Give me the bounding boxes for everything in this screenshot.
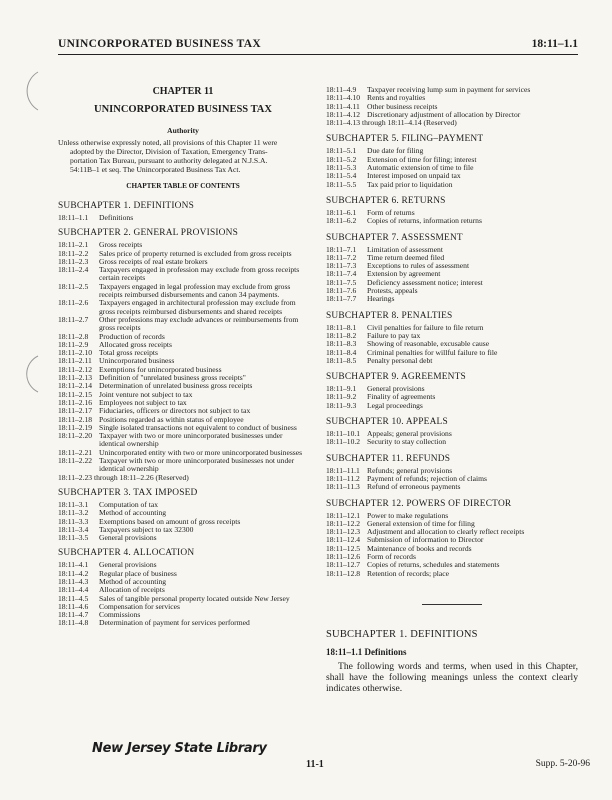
supplement-date: Supp. 5-20-96 <box>535 759 590 769</box>
toc-entry-title: Determination of unrelated business gross receipts <box>99 381 253 391</box>
toc-entry-title: Refunds; general provisions <box>367 465 453 475</box>
toc-entry-number: 18:11–8.3 <box>326 339 357 349</box>
toc-entry <box>326 357 578 365</box>
toc-entry-title: Limitation of assessment <box>367 244 443 254</box>
toc-entry-number: 18:11–12.6 <box>326 551 361 561</box>
subchapter-heading: SUBCHAPTER 5. FILING–PAYMENT <box>326 134 484 145</box>
toc-entry-title: Taxpayers subject to tax 32300 <box>99 524 194 534</box>
authority-text <box>58 138 308 174</box>
subchapter-heading: SUBCHAPTER 6. RETURNS <box>326 195 446 206</box>
subchapter-heading: SUBCHAPTER 7. ASSESSMENT <box>326 232 463 243</box>
toc-entry-number: 18:11–2.4 <box>58 265 89 275</box>
toc-entry <box>58 619 308 627</box>
binder-hole-bottom <box>27 356 38 392</box>
toc-entry <box>58 526 308 534</box>
authority-heading: Authority <box>167 126 199 135</box>
toc-entry <box>58 603 308 611</box>
subchapter-heading: SUBCHAPTER 4. ALLOCATION <box>58 548 195 559</box>
toc-entry-number: 18:11–7.7 <box>326 294 357 304</box>
toc-entry-number: 18:11–2.22 <box>58 456 93 466</box>
toc-entry-title: Allocated gross receipts <box>99 339 172 349</box>
binder-holes <box>0 0 40 800</box>
toc-entry-title: Taxpayer with two or more unincorporated businesses under identical ownership <box>99 431 283 449</box>
toc-entry <box>58 561 308 569</box>
toc-entry-number: 18:11–6.1 <box>326 207 357 217</box>
toc-entry <box>58 534 308 542</box>
toc-entry-number: 18:11–8.1 <box>326 322 357 332</box>
toc-entry <box>326 119 578 127</box>
toc-entry-number: 18:11–4.7 <box>58 610 89 620</box>
toc-entry-title: Other professions may exclude advances or reimbursements from gross receipts <box>99 314 299 333</box>
toc-entry-title: Joint venture not subject to tax <box>99 389 193 399</box>
toc-entry-number: 18:11–2.13 <box>58 373 93 383</box>
toc-entry-number: 18:11–2.15 <box>58 389 93 399</box>
toc-entry-title: Exceptions to rules of assessment <box>367 261 470 271</box>
binder-hole-top <box>27 72 38 110</box>
authority-line: portation Tax Bureau, pursuant to authority delegated at N.J.S.A. <box>70 156 268 165</box>
authority-line: 54:11B–1 et seq. The Unincorporated Business Tax Act. <box>70 165 241 174</box>
toc-entry-number: 18:11–5.1 <box>326 146 357 156</box>
toc-entry-number: 18:11–8.2 <box>326 330 357 340</box>
toc-entry <box>326 324 578 332</box>
toc-entry-title: Taxpayers engaged in legal profession may exclude from gross receipts reimbursed disbursements and canon 34 payments. <box>99 281 291 300</box>
toc-entry-title: Showing of reasonable, excusable cause <box>367 339 490 349</box>
toc-entry-number: 18:11–6.2 <box>326 216 357 226</box>
toc-entry-number: 18:11–2.21 <box>58 447 93 457</box>
toc-entry-number: 18:11–12.2 <box>326 518 361 528</box>
subchapter-heading: SUBCHAPTER 10. APPEALS <box>326 417 448 428</box>
toc-entry-number: 18:11–12.7 <box>326 560 361 570</box>
toc-entry-title: Taxpayers engaged in architectural profession may exclude from gross receipts reimbursed disbursements and shared receipts <box>99 298 296 316</box>
toc-entry <box>58 283 308 300</box>
toc-entry-number: 18:11–12.8 <box>326 568 361 578</box>
toc-entry <box>326 246 578 254</box>
header-section-number: 18:11–1.1 <box>531 38 578 50</box>
toc-entry-title: Definition of "unrelated business gross receipts" <box>99 373 246 383</box>
authority-line: adopted by the Director, Division of Taxation, Emergency Trans- <box>70 147 268 156</box>
left-column <box>58 86 308 628</box>
subchapter-heading: SUBCHAPTER 3. TAX IMPOSED <box>58 487 198 498</box>
toc-entry <box>58 595 308 603</box>
toc-entry-number: 18:11–7.4 <box>326 269 357 279</box>
subchapter-heading: SUBCHAPTER 11. REFUNDS <box>326 453 451 464</box>
toc-entry-title: Method of accounting <box>99 576 167 586</box>
toc-entry <box>326 385 578 393</box>
toc-entry-number: 18:11–3.1 <box>58 499 89 509</box>
toc-entry-title: Fiduciaries, officers or directors not subject to tax <box>99 406 251 416</box>
toc-entry-number: 18:11–3.5 <box>58 533 89 543</box>
toc-entry-title: Security to stay collection <box>367 437 447 447</box>
toc-heading: CHAPTER TABLE OF CONTENTS <box>126 182 240 190</box>
toc-continued-entries <box>326 86 578 127</box>
authority-line: Unless otherwise expressly noted, all provisions of this Chapter 11 were <box>58 138 278 147</box>
toc-entry-title: Finality of agreements <box>367 392 436 402</box>
toc-entry-number: 18:11–4.3 <box>58 576 89 586</box>
toc-entry-title: Unincorporated business <box>99 356 175 366</box>
toc-entry-number: 18:11–2.11 <box>58 356 92 366</box>
toc-entry-number: 18:11–12.5 <box>326 543 361 553</box>
toc-entry <box>326 438 578 446</box>
definitions-paragraph: The following words and terms, when used in this Chapter, shall have the following meanings unless the context clearly indicates otherwise. <box>326 660 578 694</box>
toc-entry-number: 18:11–2.2 <box>58 248 89 258</box>
toc-entry <box>326 86 578 94</box>
toc-entry <box>58 341 308 349</box>
toc-entry <box>326 545 578 553</box>
toc-entry-title: Positions regarded as within status of employee <box>99 414 244 424</box>
toc-entry-number: 18:11–10.1 <box>326 429 361 439</box>
toc-entry <box>58 570 308 578</box>
toc-entry-number: 18:11–2.12 <box>58 364 93 374</box>
toc-entry-title: Protests, appeals <box>367 286 418 296</box>
toc-entry <box>58 501 308 509</box>
toc-entry-number: 18:11–2.19 <box>58 422 93 432</box>
toc-right-sections <box>326 134 578 577</box>
toc-entry-title: Time return deemed filed <box>367 252 445 262</box>
right-column <box>326 86 578 694</box>
toc-entry-title: Extension by agreement <box>367 269 441 279</box>
toc-entry <box>326 402 578 410</box>
toc-entry-title: Sales of tangible personal property located outside New Jersey <box>99 593 290 603</box>
toc-entry-number: 18:11–2.7 <box>58 314 89 324</box>
toc-entry-title: 18:11–2.23 through 18:11–2.26 (Reserved) <box>58 472 189 482</box>
toc-entry-number: 18:11–10.2 <box>326 437 361 447</box>
toc-entry-title: Regular place of business <box>99 568 177 578</box>
toc-entry-title: Total gross receipts <box>99 348 158 358</box>
toc-entry <box>326 181 578 189</box>
toc-entry <box>326 430 578 438</box>
toc-entry <box>58 316 308 333</box>
definitions-subchapter-heading: SUBCHAPTER 1. DEFINITIONS <box>326 628 478 640</box>
toc-entry-number: 18:11–2.14 <box>58 381 93 391</box>
toc-entry-title: Single isolated transactions not equivalent to conduct of business <box>99 422 297 432</box>
toc-entry-title: 18:11–4.13 through 18:11–4.14 (Reserved) <box>326 118 457 128</box>
toc-entry-title: Other business receipts <box>367 101 438 111</box>
running-header <box>58 38 578 55</box>
toc-entry-title: Adjustment and allocation to clearly reflect receipts <box>367 527 525 537</box>
toc-entry <box>58 214 308 222</box>
toc-entry-title: Form of records <box>367 551 416 561</box>
toc-entry <box>326 287 578 295</box>
section-divider <box>422 604 482 605</box>
subchapter-heading: SUBCHAPTER 2. GENERAL PROVISIONS <box>58 228 239 239</box>
toc-entry <box>326 393 578 401</box>
toc-entry-number: 18:11–2.10 <box>58 348 93 358</box>
toc-entry-title: Computation of tax <box>99 499 159 509</box>
toc-entry-title: Copies of returns, information returns <box>367 216 482 226</box>
toc-entry-title: Method of accounting <box>99 508 167 518</box>
toc-entry-number: 18:11–2.16 <box>58 397 93 407</box>
toc-entry-title: Payment of refunds; rejection of claims <box>367 473 487 483</box>
toc-entry-number: 18:11–3.2 <box>58 508 89 518</box>
toc-entry-number: 18:11–2.18 <box>58 414 93 424</box>
toc-entry-title: Commissions <box>99 610 141 620</box>
toc-entry-number: 18:11–12.3 <box>326 527 361 537</box>
toc-entry-title: Civil penalties for failure to file return <box>367 322 484 332</box>
toc-entry-number: 18:11–8.4 <box>326 347 357 357</box>
toc-entry-number: 18:11–2.6 <box>58 298 89 308</box>
page-number: 11-1 <box>306 759 324 770</box>
toc-entry <box>326 349 578 357</box>
toc-entry-title: Gross receipts <box>99 240 143 250</box>
toc-entry-number: 18:11–7.2 <box>326 252 357 262</box>
toc-entry-number: 18:11–4.8 <box>58 618 89 628</box>
toc-entry-number: 18:11–9.3 <box>326 400 357 410</box>
toc-entry-title: Definitions <box>99 213 134 222</box>
toc-entry-number: 18:11–7.1 <box>326 244 357 254</box>
toc-entry-number: 18:11–11.2 <box>326 473 360 483</box>
toc-entry-title: General extension of time for filing <box>367 518 475 528</box>
toc-entry-number: 18:11–5.4 <box>326 171 357 181</box>
toc-entry-title: Due date for filing <box>367 146 424 156</box>
toc-entry-title: Penalty personal debt <box>367 355 433 365</box>
toc-entry-title: Failure to pay tax <box>367 330 421 340</box>
toc-entry <box>58 432 308 449</box>
toc-entry-title: Discretionary adjustment of allocation by Director <box>367 109 521 119</box>
toc-entry-number: 18:11–2.5 <box>58 281 89 291</box>
toc-entry-number: 18:11–4.10 <box>326 93 361 103</box>
toc-entry-number: 18:11–5.2 <box>326 154 357 164</box>
subchapter-heading: SUBCHAPTER 1. DEFINITIONS <box>58 201 194 211</box>
toc-entry-title: Exemptions based on amount of gross receipts <box>99 516 241 526</box>
toc-entry-number: 18:11–2.8 <box>58 331 89 341</box>
toc-entry-title: General provisions <box>99 560 157 570</box>
toc-entry-number: 18:11–9.2 <box>326 392 357 402</box>
toc-entry <box>326 483 578 491</box>
toc-entry-number: 18:11–4.6 <box>58 601 89 611</box>
toc-entry-title: Compensation for services <box>99 601 180 611</box>
toc-entry <box>326 217 578 225</box>
toc-entry-number: 18:11–4.2 <box>58 568 89 578</box>
toc-entry-number: 18:11–4.9 <box>326 85 357 94</box>
toc-entry-number: 18:11–4.11 <box>326 101 360 111</box>
subchapter-heading: SUBCHAPTER 9. AGREEMENTS <box>326 372 466 383</box>
toc-entry-title: Taxpayer receiving lump sum in payment for services <box>367 85 531 94</box>
toc-entry-number: 18:11–5.3 <box>326 163 357 173</box>
toc-entry-title: Form of returns <box>367 207 415 217</box>
toc-entry-number: 18:11–11.3 <box>326 482 360 492</box>
toc-entry-title: Retention of records; place <box>367 568 450 578</box>
toc-entry-number: 18:11–2.20 <box>58 431 93 441</box>
toc-entry-title: General provisions <box>99 533 157 543</box>
toc-entry-title: Exemptions for unincorporated business <box>99 364 222 374</box>
toc-entry-number: 18:11–8.5 <box>326 355 357 365</box>
toc-entry-title: Rents and royalties <box>367 93 426 103</box>
definitions-section-heading: 18:11–1.1 Definitions <box>326 646 407 657</box>
toc-entry <box>58 266 308 283</box>
toc-entry-title: Submission of information to Director <box>367 535 484 545</box>
toc-entry <box>326 561 578 569</box>
toc-entry-title: Legal proceedings <box>367 400 423 410</box>
toc-entry-number: 18:11–9.1 <box>326 384 357 394</box>
toc-entry-number: 18:11–3.4 <box>58 524 89 534</box>
toc-entry <box>58 349 308 357</box>
toc-entry-number: 18:11–4.1 <box>58 560 89 570</box>
toc-entry-number: 18:11–2.9 <box>58 339 89 349</box>
toc-entry-number: 18:11–3.3 <box>58 516 89 526</box>
toc-entry-title: Taxpayers engaged in profession may exclude from gross receipts certain receipts <box>99 265 300 283</box>
toc-entry <box>326 570 578 578</box>
toc-entry-title: General provisions <box>367 384 425 394</box>
toc-entry-number: 18:11–2.1 <box>58 240 89 250</box>
toc-entry-number: 18:11–12.4 <box>326 535 361 545</box>
toc-entry <box>326 295 578 303</box>
toc-entry-number: 18:11–11.1 <box>326 465 360 475</box>
toc-entry-title: Gross receipts of real estate brokers <box>99 256 208 266</box>
toc-entry-number: 18:11–4.5 <box>58 593 89 603</box>
toc-entry-number: 18:11–5.5 <box>326 179 357 189</box>
toc-entry-number: 18:11–4.12 <box>326 109 361 119</box>
chapter-number: CHAPTER 11 <box>152 86 214 97</box>
toc-entry-number: 18:11–7.5 <box>326 277 357 287</box>
toc-entry <box>326 262 578 270</box>
toc-entry <box>58 457 308 474</box>
toc-entry-title: Determination of payment for services performed <box>99 618 250 628</box>
toc-entry-title: Maintenance of books and records <box>367 543 472 553</box>
toc-entry-title: Allocation of receipts <box>99 585 165 595</box>
toc-entry-title: Refund of erroneous payments <box>367 482 461 492</box>
toc-entry-title: Unincorporated entity with two or more unincorporated businesses <box>99 447 303 457</box>
toc-entry-number: 18:11–7.6 <box>326 286 357 296</box>
toc-entry-title: Extension of time for filing; interest <box>367 154 477 164</box>
toc-entry-title: Interest imposed on unpaid tax <box>367 171 461 181</box>
toc-entry-title: Employees not subject to tax <box>99 397 187 407</box>
toc-entry <box>58 474 308 482</box>
toc-entry-number: 18:11–1.1 <box>58 213 89 222</box>
toc-entry <box>58 299 308 316</box>
toc-entry-number: 18:11–2.17 <box>58 406 93 416</box>
toc-entry-title: Copies of returns, schedules and statements <box>367 560 500 570</box>
toc-entry-title: Hearings <box>367 294 395 304</box>
library-stamp: New Jersey State Library <box>92 741 267 756</box>
toc-entry-title: Taxpayer with two or more unincorporated businesses not under identical ownership <box>99 456 295 474</box>
header-title: UNINCORPORATED BUSINESS TAX <box>58 38 261 50</box>
toc-entry-title: Power to make regulations <box>367 510 449 520</box>
toc-entry-title: Criminal penalties for willful failure to file <box>367 347 498 357</box>
toc-entry <box>58 333 308 341</box>
toc-entry-title: Production of records <box>99 331 165 341</box>
toc-entry-number: 18:11–4.4 <box>58 585 89 595</box>
toc-entry <box>326 94 578 102</box>
toc-entry-title: Deficiency assessment notice; interest <box>367 277 483 287</box>
toc-entry-number: 18:11–7.3 <box>326 261 357 271</box>
toc-entry-title: Automatic extension of time to file <box>367 163 474 173</box>
toc-entry-title: Appeals; general provisions <box>367 429 452 439</box>
toc-entry-title: Tax paid prior to liquidation <box>367 179 453 189</box>
toc-entry <box>58 578 308 586</box>
chapter-title: UNINCORPORATED BUSINESS TAX <box>94 104 272 115</box>
toc-entry-number: 18:11–2.3 <box>58 256 89 266</box>
subchapter-heading: SUBCHAPTER 8. PENALTIES <box>326 310 453 321</box>
toc-entry-number: 18:11–12.1 <box>326 510 361 520</box>
toc-entry <box>326 279 578 287</box>
subchapter-heading: SUBCHAPTER 12. POWERS OF DIRECTOR <box>326 498 512 509</box>
toc-left-sections <box>58 201 308 628</box>
toc-entry-title: Sales price of property returned is excluded from gross receipts <box>99 248 292 258</box>
